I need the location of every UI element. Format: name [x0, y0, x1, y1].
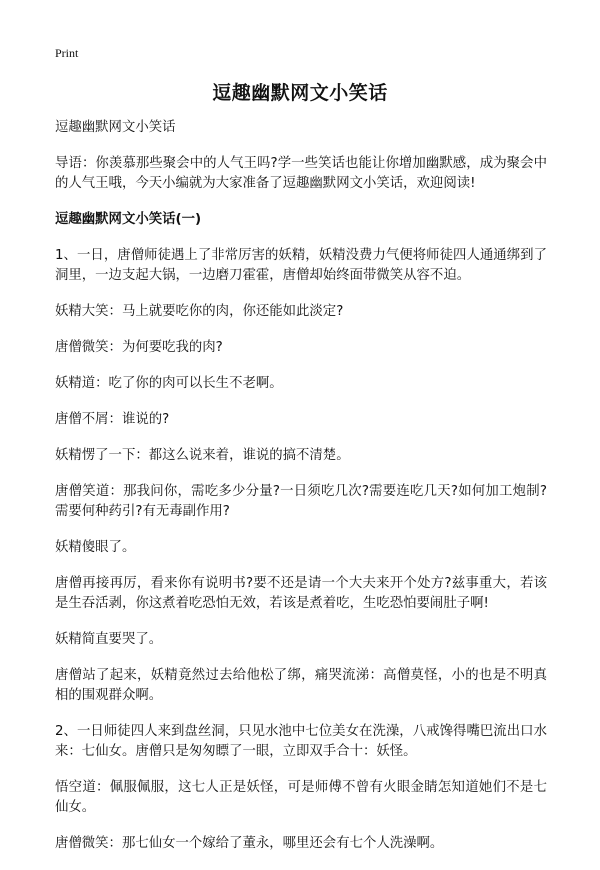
paragraph: 妖精傻眼了。	[55, 540, 136, 555]
paragraph: 唐僧站了起来，妖精竟然过去给他松了绑，痛哭流涕：高僧莫怪，小的也是不明真相的围观群众啊。	[55, 668, 547, 703]
paragraph: 妖精愣了一下：都这么说来着，谁说的搞不清楚。	[55, 448, 350, 463]
paragraph: 2、一日师徒四人来到盘丝洞，只见水池中七位美女在洗澡，八戒馋得嘴巴流出口水来：七仙女。唐僧只是匆匆瞟了一眼，立即双手合十：妖怪。	[55, 724, 547, 759]
article-subtitle: 逗趣幽默网文小笑话	[55, 120, 176, 135]
paragraph: 1、一日，唐僧师徒遇上了非常厉害的妖精，妖精没费力气便将师徒四人通通绑到了洞里，一边支起大锅，一边磨刀霍霍，唐僧却始终面带微笑从容不迫。	[55, 248, 547, 283]
paragraph: 妖精大笑：马上就要吃你的肉，你还能如此淡定?	[55, 304, 344, 319]
page-title: 逗趣幽默网文小笑话	[212, 82, 388, 104]
print-label: Print	[55, 46, 79, 60]
paragraph: 唐僧笑道：那我问你，需吃多少分量?一日须吃几次?需要连吃几天?如何加工炮制?需要何种药引?有无毒副作用?	[55, 484, 547, 519]
paragraph: 唐僧微笑：那七仙女一个嫁给了董永，哪里还会有七个人洗澡啊。	[55, 836, 444, 851]
paragraph: 妖精道：吃了你的肉可以长生不老啊。	[55, 376, 283, 391]
article-body	[55, 118, 547, 870]
paragraph: 唐僧再接再厉，看来你有说明书?要不还是请一个大夫来开个处方?兹事重大，若该是生吞活剥，你这煮着吃恐怕无效，若该是煮着吃，生吃恐怕要闹肚子啊!	[55, 576, 547, 611]
paragraph: 唐僧不屑：谁说的?	[55, 412, 170, 427]
section-heading: 逗趣幽默网文小笑话(一)	[55, 212, 202, 227]
paragraph: 妖精简直要哭了。	[55, 632, 163, 647]
paragraph: 悟空道：佩服佩服，这七人正是妖怪，可是师傅不曾有火眼金睛怎知道她们不是七仙女。	[55, 780, 547, 815]
paragraph: 唐僧微笑：为何要吃我的肉?	[55, 340, 223, 355]
article-intro: 导语：你羡慕那些聚会中的人气王吗?学一些笑话也能让你增加幽默感，成为聚会中的人气王哦，今天小编就为大家准备了逗趣幽默网文小笑话，欢迎阅读!	[55, 156, 547, 191]
